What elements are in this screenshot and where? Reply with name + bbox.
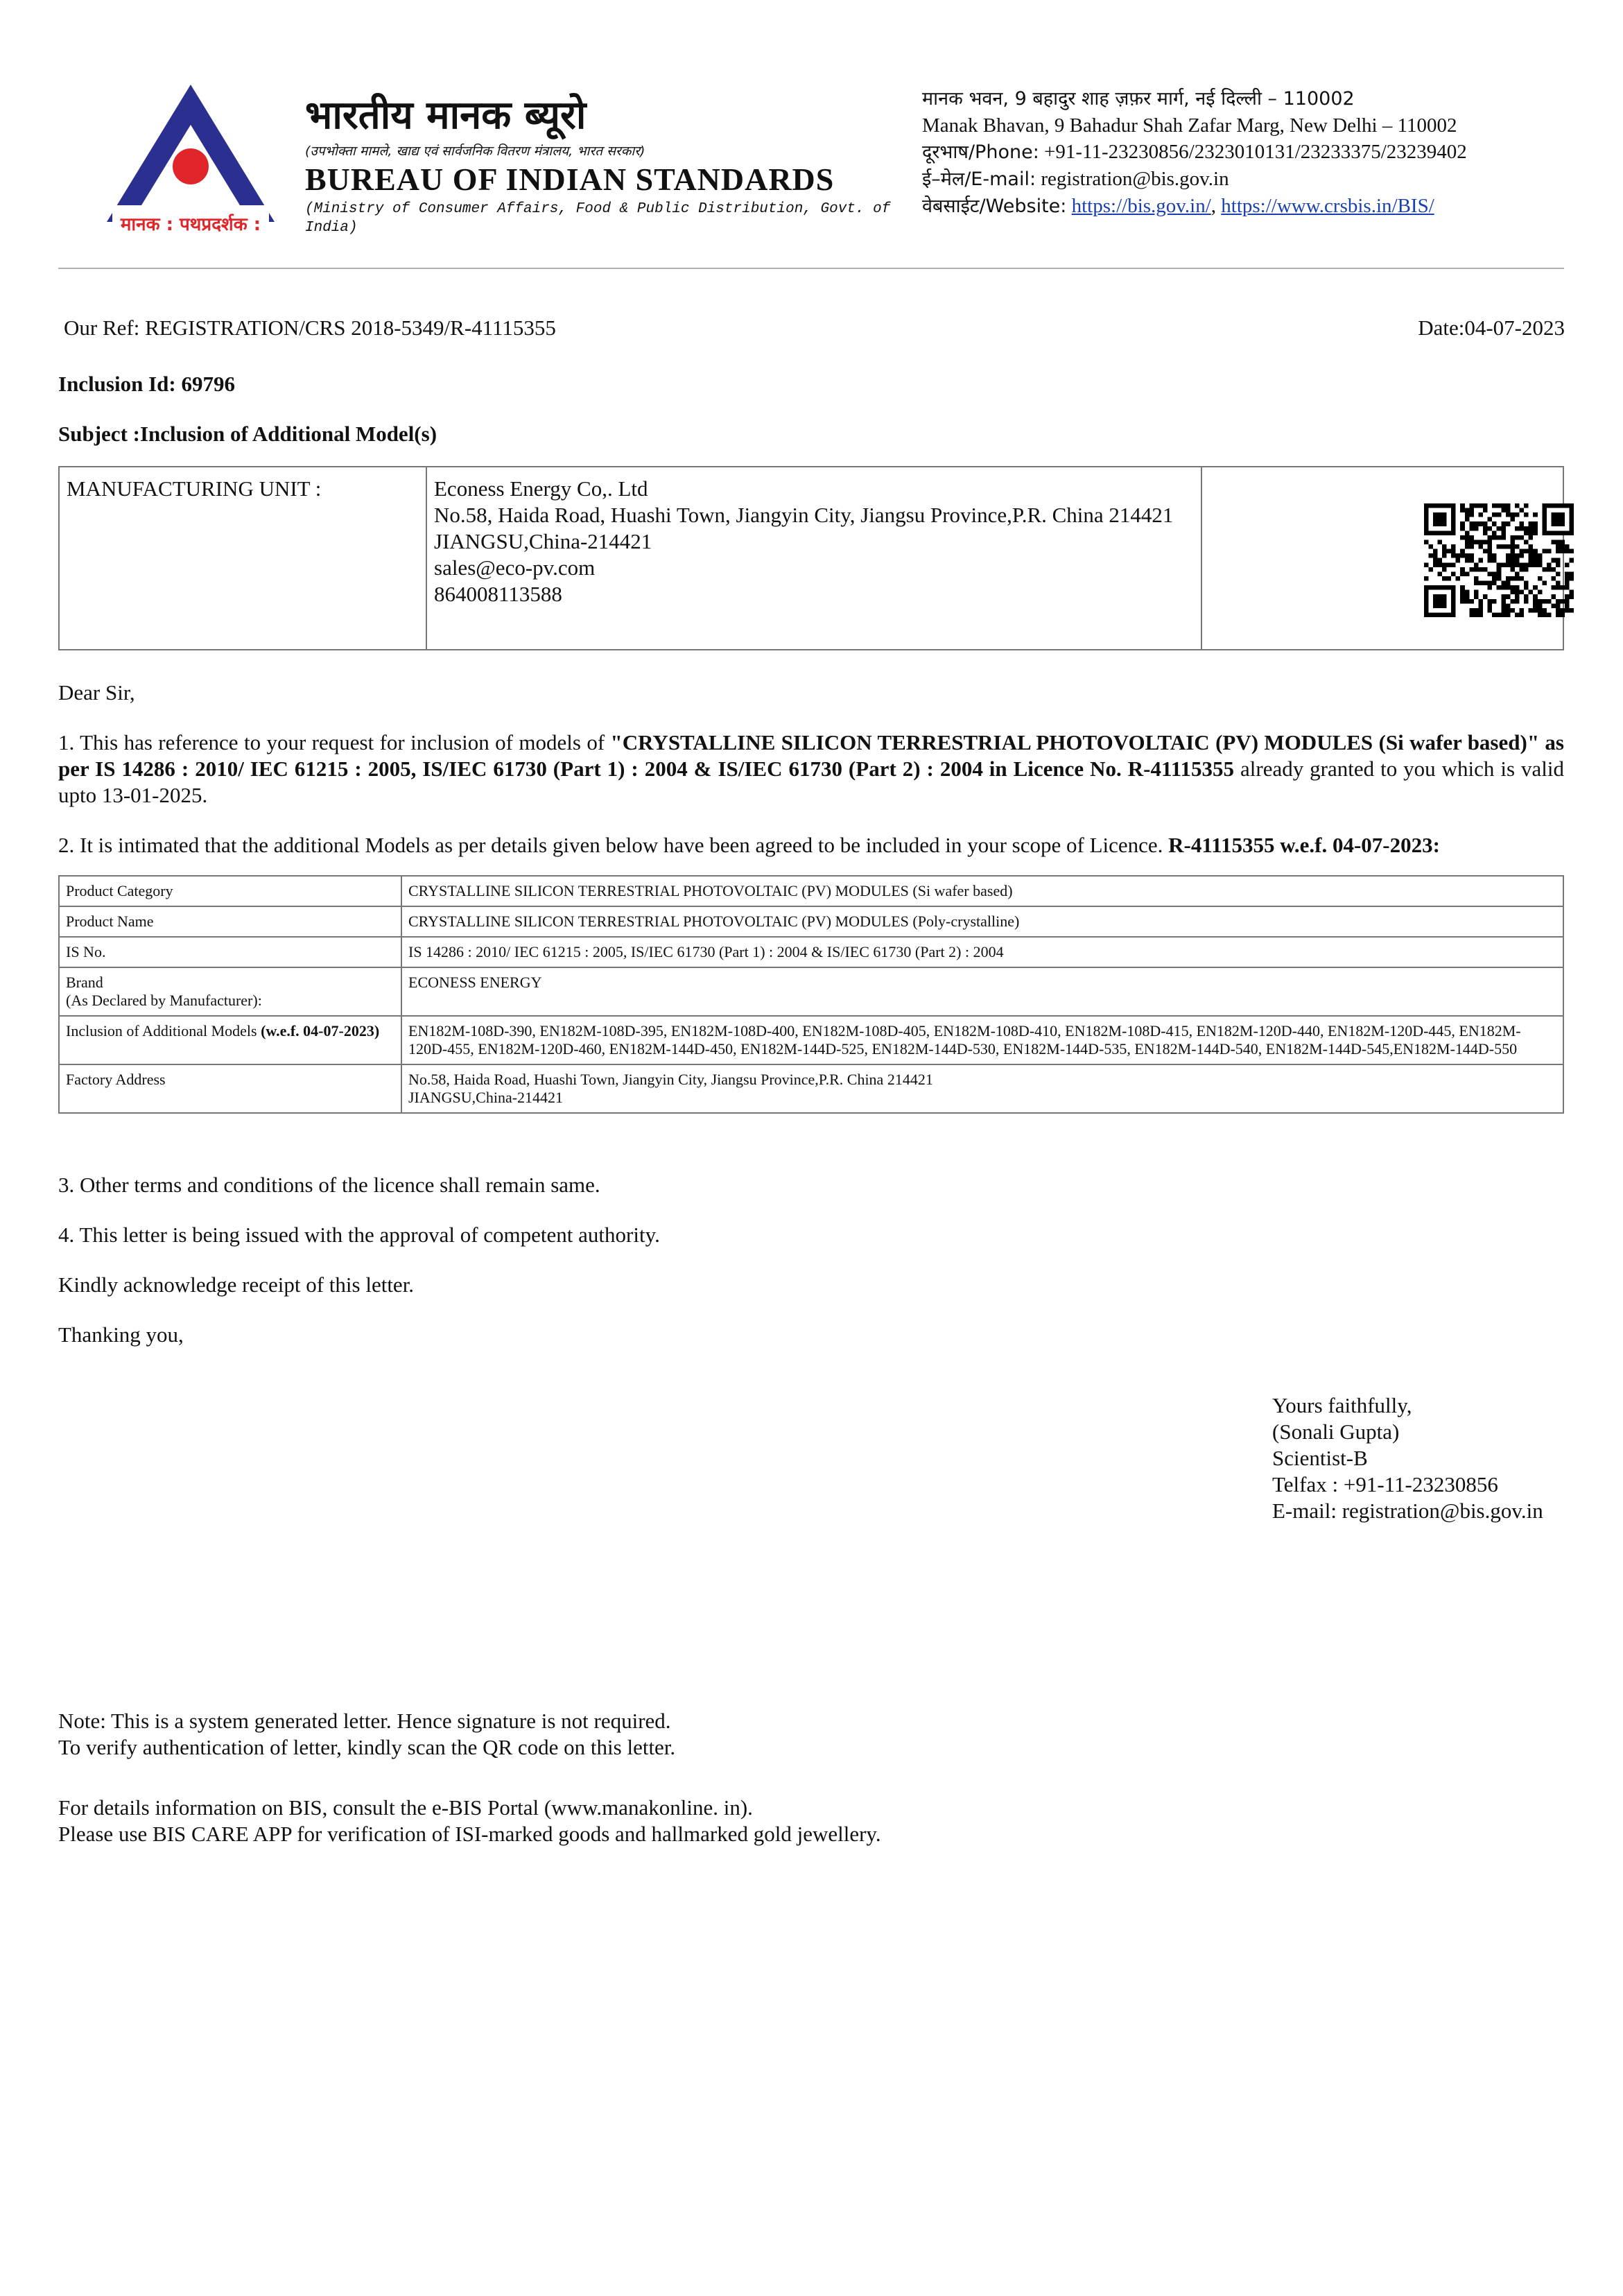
row-label: Brand (As Declared by Manufacturer): bbox=[59, 967, 401, 1016]
note-line: Note: This is a system generated letter. Hence signature is not required. bbox=[58, 1709, 671, 1733]
table-row bbox=[59, 1016, 1563, 1064]
manufacturing-unit-box bbox=[58, 466, 1564, 650]
mfg-email: sales@eco-pv.com bbox=[434, 555, 596, 580]
row-label: Product Category bbox=[59, 876, 401, 906]
row-label: Product Name bbox=[59, 906, 401, 937]
note-block bbox=[58, 1708, 675, 1761]
table-row bbox=[59, 1064, 1563, 1113]
ministry-english: (Ministry of Consumer Affairs, Food & Public Distribution, Govt. of India) bbox=[305, 201, 891, 236]
manufacturing-unit-details bbox=[427, 467, 1202, 649]
mfg-address: No.58, Haida Road, Huashi Town, Jiangyin City, Jiangsu Province,P.R. China 214421 bbox=[434, 503, 1174, 527]
table-row bbox=[59, 906, 1563, 937]
email-line: ई–मेल/E-mail: registration@bis.gov.in bbox=[922, 168, 1229, 190]
inclusion-id: Inclusion Id: 69796 bbox=[58, 372, 235, 396]
row-value: IS 14286 : 2010/ IEC 61215 : 2005, IS/IEC 61730 (Part 1) : 2004 & IS/IEC 61730 (Part 2) : 2004 bbox=[401, 937, 1563, 967]
our-ref: Our Ref: REGISTRATION/CRS 2018-5349/R-41115355 bbox=[64, 316, 556, 340]
mfg-phone: 864008113588 bbox=[434, 582, 562, 606]
website-line: वेबसाईट/Website: https://bis.gov.in/, https://www.crsbis.in/BIS/ bbox=[922, 195, 1434, 217]
qr-cell bbox=[1202, 467, 1563, 649]
signatory-name: (Sonali Gupta) bbox=[1272, 1419, 1400, 1444]
signatory-designation: Scientist-B bbox=[1272, 1446, 1368, 1470]
paragraph-3: 3. Other terms and conditions of the licence shall remain same. bbox=[58, 1173, 600, 1197]
website-link-crsbis[interactable]: https://www.crsbis.in/BIS/ bbox=[1221, 195, 1434, 217]
signature-block bbox=[1272, 1392, 1543, 1524]
phone-line: दूरभाष/Phone: +91-11-23230856/2323010131/23233375/23239402 bbox=[922, 141, 1467, 163]
paragraph-4: 4. This letter is being issued with the approval of competent authority. bbox=[58, 1223, 660, 1247]
website-link-bis[interactable]: https://bis.gov.in/ bbox=[1071, 195, 1211, 217]
note-line: To verify authentication of letter, kindly scan the QR code on this letter. bbox=[58, 1735, 676, 1759]
table-row bbox=[59, 967, 1563, 1016]
ministry-hindi: (उपभोक्ता मामले, खाद्य एवं सार्वजनिक वितरण मंत्रालय, भारत सरकार) bbox=[305, 144, 645, 159]
mfg-company: Econess Energy Co,. Ltd bbox=[434, 476, 648, 501]
qr-code-icon[interactable] bbox=[1423, 503, 1575, 617]
row-value: ECONESS ENERGY bbox=[401, 967, 1563, 1016]
letter-date: Date:04-07-2023 bbox=[1418, 316, 1565, 340]
header-divider bbox=[58, 268, 1564, 269]
mfg-region: JIANGSU,China-214421 bbox=[434, 529, 652, 553]
table-row bbox=[59, 876, 1563, 906]
logo-red-dot bbox=[173, 148, 209, 184]
closing: Yours faithfully, bbox=[1272, 1393, 1412, 1417]
org-name-hindi: भारतीय मानक ब्यूरो bbox=[305, 93, 587, 138]
footer-block bbox=[58, 1795, 881, 1847]
row-value: CRYSTALLINE SILICON TERRESTRIAL PHOTOVOLTAIC (PV) MODULES (Poly-crystalline) bbox=[401, 906, 1563, 937]
paragraph-2: 2. It is intimated that the additional Models as per details given below have been agreed to be included in your scope of Licence. R-41115355 w.e.f. 04-07-2023: bbox=[58, 833, 1440, 857]
paragraph-1: 1. This has reference to your request for inclusion of models of "CRYSTALLINE SILICON TERRESTRIAL PHOTOVOLTAIC (PV) MODULES (Si wafer based)" as per IS 14286 : 2010/ IEC 61215 : 2005, IS/IEC 61730 (Part 1) : 2004 & IS/IEC 61730 (Part 2) : 2004 in Licence No. R-41115355 already granted to you which is valid upto 13-01-2025. bbox=[58, 730, 1564, 807]
address-hindi: मानक भवन, 9 बहादुर शाह ज़फ़र मार्ग, नई दिल्ली – 110002 bbox=[922, 88, 1355, 110]
table-row bbox=[59, 937, 1563, 967]
row-value: No.58, Haida Road, Huashi Town, Jiangyin City, Jiangsu Province,P.R. China 214421 JIANGSU,China-214421 bbox=[401, 1064, 1563, 1113]
bis-logo bbox=[104, 82, 277, 241]
thanks: Thanking you, bbox=[58, 1322, 184, 1347]
row-label: Inclusion of Additional Models (w.e.f. 04-07-2023) bbox=[59, 1016, 401, 1064]
footer-line: Please use BIS CARE APP for verification of ISI-marked goods and hallmarked gold jewellery. bbox=[58, 1822, 881, 1846]
logo-motto: मानक : पथप्रदर्शक : bbox=[120, 214, 261, 235]
manufacturing-unit-label: MANUFACTURING UNIT : bbox=[60, 467, 427, 649]
org-name-english: BUREAU OF INDIAN STANDARDS bbox=[305, 162, 835, 197]
contact-block bbox=[922, 86, 1467, 220]
row-value: EN182M-108D-390, EN182M-108D-395, EN182M-108D-400, EN182M-108D-405, EN182M-108D-410, EN182M-108D-415, EN182M-120D-440, EN182M-120D-445, EN182M-120D-455, EN182M-120D-460, EN182M-144D-450, EN182M-144D-525, EN182M-144D-530, EN182M-144D-535, EN182M-144D-540, EN182M-144D-545,EN182M-144D-550 bbox=[401, 1016, 1563, 1064]
subject: Subject :Inclusion of Additional Model(s) bbox=[58, 422, 437, 446]
row-label: IS No. bbox=[59, 937, 401, 967]
row-value: CRYSTALLINE SILICON TERRESTRIAL PHOTOVOLTAIC (PV) MODULES (Si wafer based) bbox=[401, 876, 1563, 906]
footer-line: For details information on BIS, consult the e-BIS Portal (www.manakonline. in). bbox=[58, 1795, 753, 1820]
signatory-telfax: Telfax : +91-11-23230856 bbox=[1272, 1472, 1498, 1496]
signatory-email: E-mail: registration@bis.gov.in bbox=[1272, 1499, 1543, 1523]
acknowledge-request: Kindly acknowledge receipt of this letter. bbox=[58, 1272, 415, 1297]
address-english: Manak Bhavan, 9 Bahadur Shah Zafar Marg, New Delhi – 110002 bbox=[922, 114, 1457, 137]
salutation: Dear Sir, bbox=[58, 680, 135, 705]
row-label: Factory Address bbox=[59, 1064, 401, 1113]
model-details-table bbox=[58, 875, 1564, 1114]
